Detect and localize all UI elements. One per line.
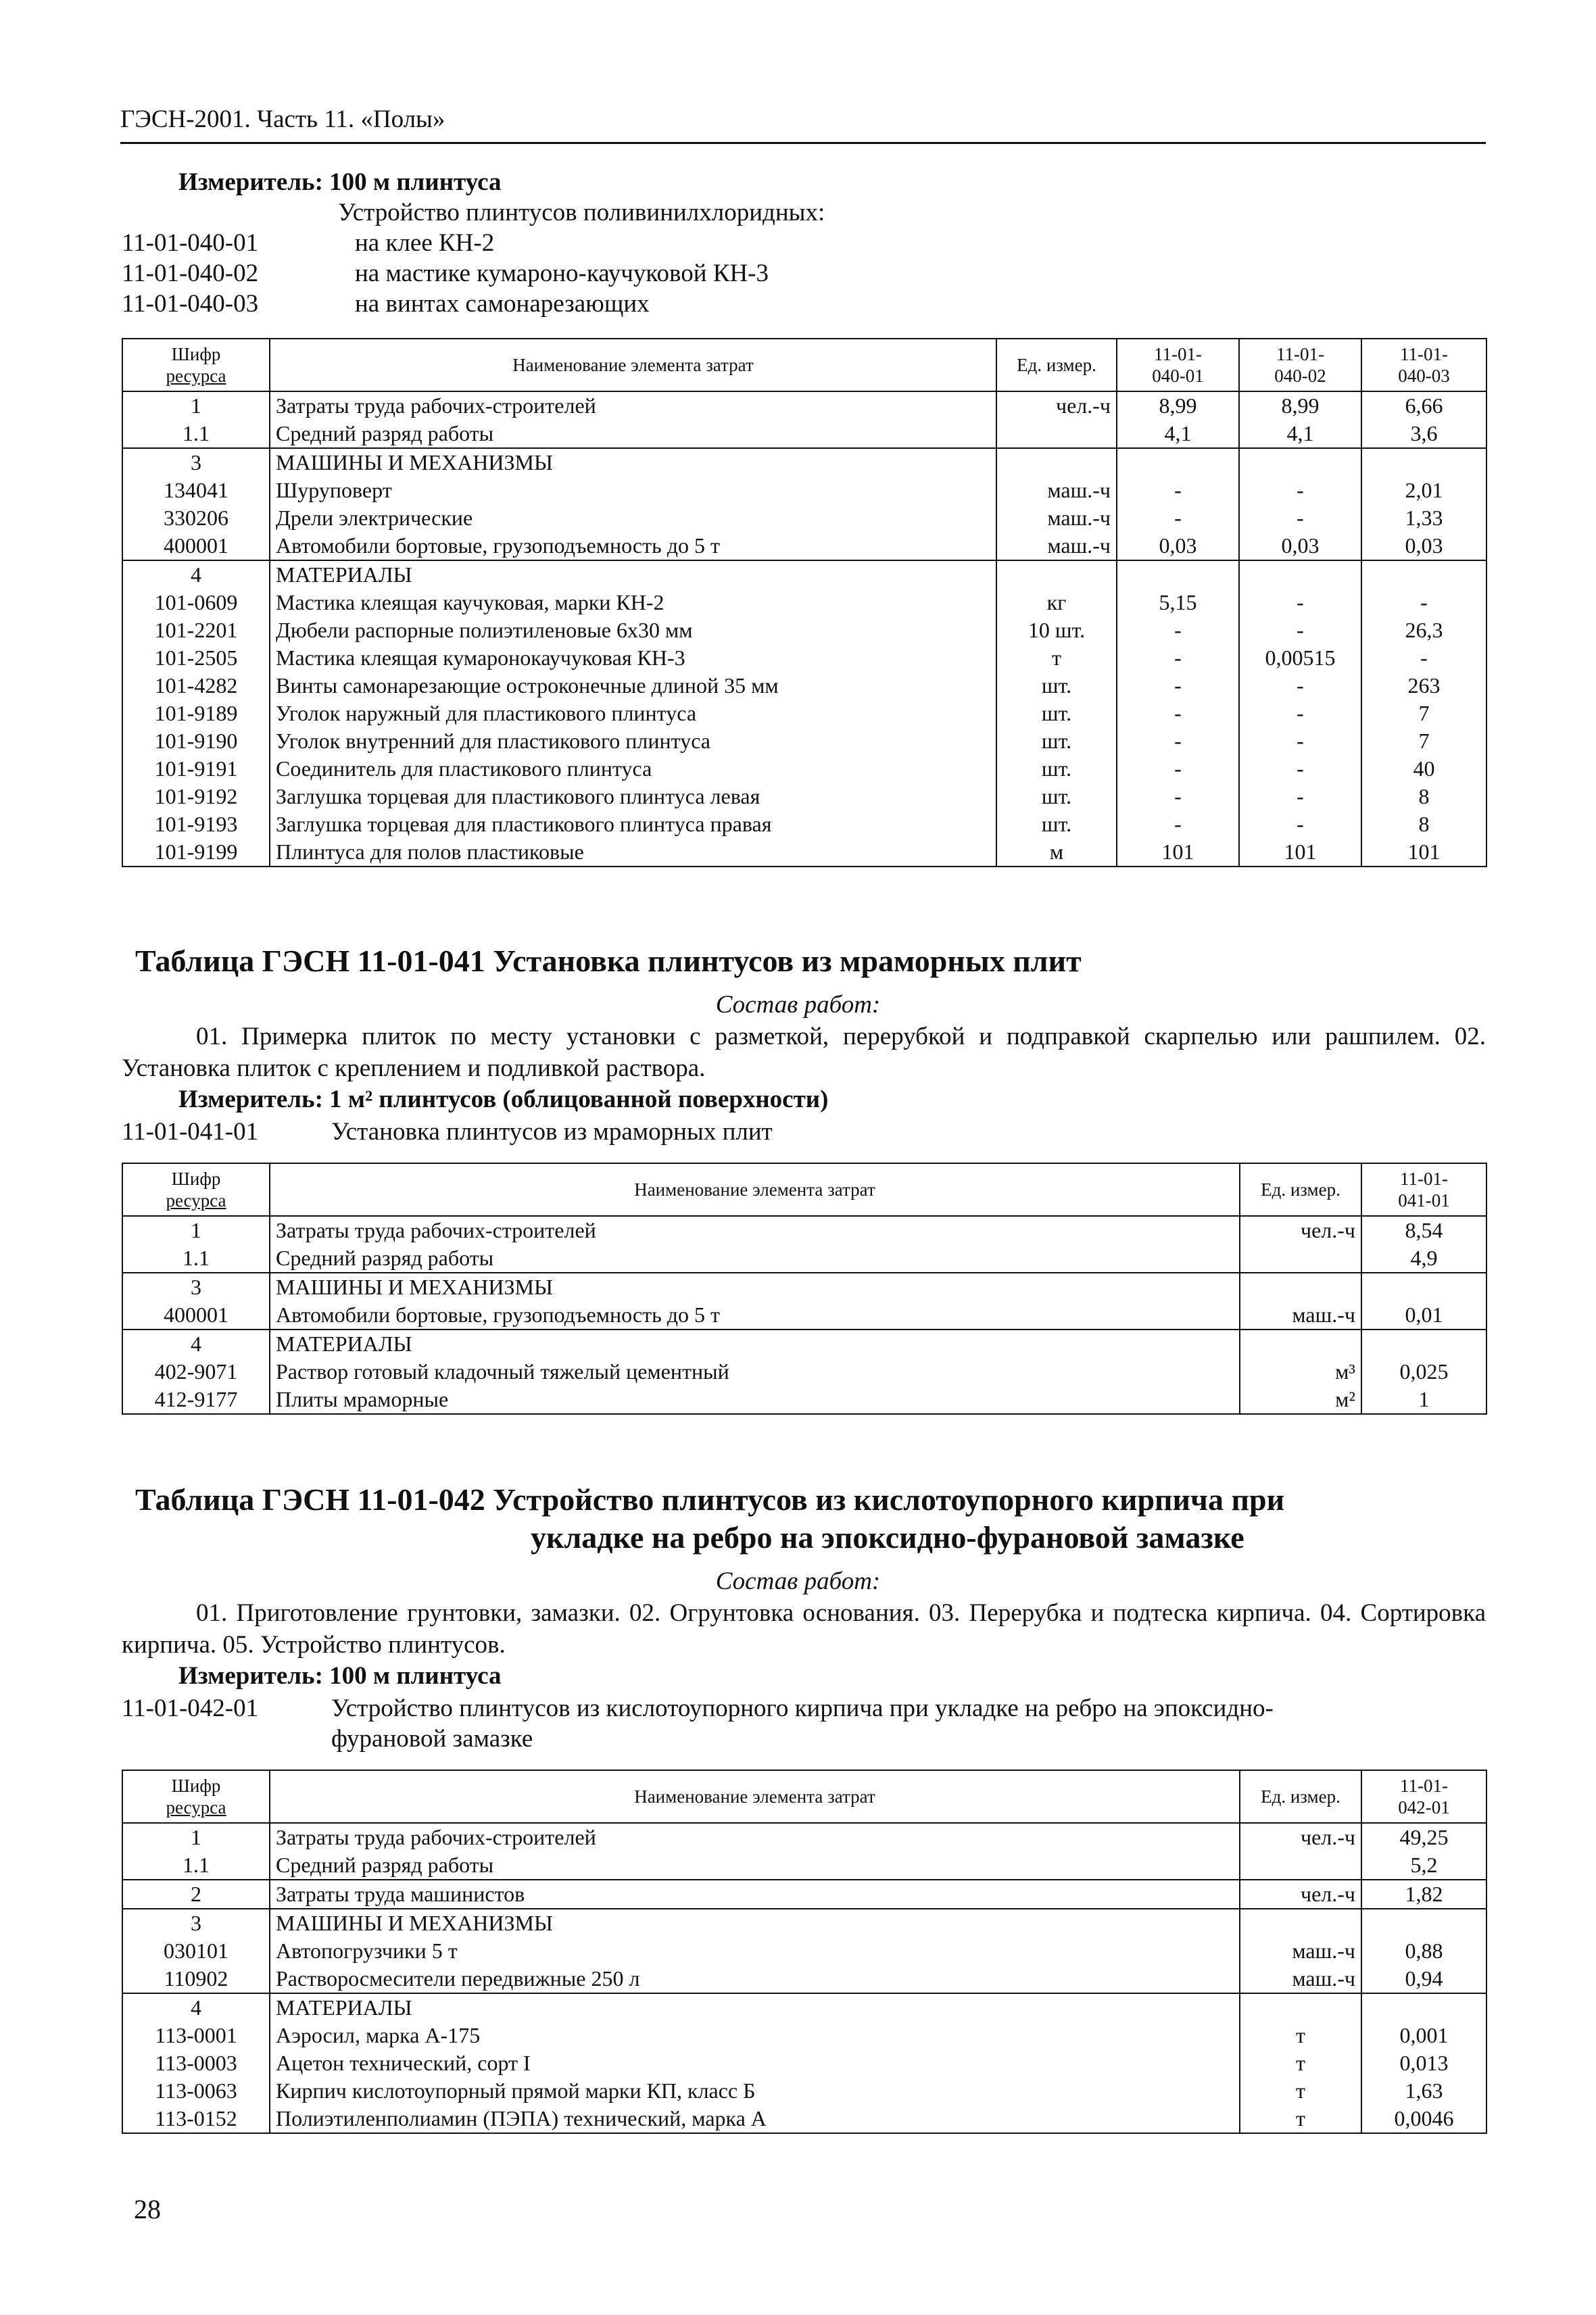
cell-value: - <box>1361 589 1486 616</box>
cell-code: 3 <box>122 448 270 477</box>
works-label: Состав работ: <box>715 991 881 1019</box>
cell-value <box>1117 448 1239 477</box>
cell-name: Затраты труда рабочих-строителей <box>270 1823 1240 1851</box>
table-row <box>122 1937 1486 1965</box>
cell-value: 0,001 <box>1361 2022 1486 2049</box>
table-row <box>122 838 1486 867</box>
section-row <box>122 1330 1486 1358</box>
cell-name: Кирпич кислотоупорный прямой марки КП, класс Б <box>270 2077 1240 2105</box>
cell-code: 101-9189 <box>122 700 270 727</box>
cell-name: Винты самонарезающие остроконечные длиной 35 мм <box>270 672 996 700</box>
cell-unit: чел.-ч <box>1240 1880 1361 1909</box>
cell-name: Средний разряд работы <box>270 1851 1240 1880</box>
cell-unit: маш.-ч <box>996 504 1117 532</box>
cell-unit: м <box>996 838 1117 867</box>
cell-value: - <box>1117 755 1239 783</box>
cell-unit: м³ <box>1240 1358 1361 1386</box>
cell-value <box>1361 1909 1486 1937</box>
cell-name: Затраты труда рабочих-строителей <box>270 1216 1240 1244</box>
cell-value: - <box>1117 644 1239 672</box>
works-label: Состав работ: <box>715 1567 881 1595</box>
cell-unit <box>996 560 1117 589</box>
cell-unit: шт. <box>996 700 1117 727</box>
cell-unit: чел.-ч <box>996 391 1117 420</box>
cell-code: 113-0003 <box>122 2049 270 2077</box>
header-col-1: 11-01- 042-01 <box>1361 1770 1486 1823</box>
table-row <box>122 2049 1486 2077</box>
cell-name: Дрели электрические <box>270 504 996 532</box>
table-row <box>122 1823 1486 1851</box>
cell-value: - <box>1117 477 1239 504</box>
cell-unit <box>1240 1330 1361 1358</box>
section-row <box>122 448 1486 477</box>
table-row <box>122 672 1486 700</box>
cell-value <box>1361 1330 1486 1358</box>
header-name: Наименование элемента затрат <box>270 339 996 391</box>
cell-unit: кг <box>996 589 1117 616</box>
cell-value: - <box>1239 727 1361 755</box>
cell-value: 0,01 <box>1361 1301 1486 1330</box>
cell-code: 3 <box>122 1273 270 1301</box>
header-unit: Ед. измер. <box>1240 1770 1361 1823</box>
section-title: МАШИНЫ И МЕХАНИЗМЫ <box>270 1273 1240 1301</box>
header-code: Шифр ресурса <box>122 1163 270 1216</box>
page-number: 28 <box>134 2194 161 2224</box>
cell-unit: т <box>1240 2077 1361 2105</box>
measure-label: Измеритель: 100 м плинтуса <box>178 1662 502 1690</box>
cell-code: 101-9193 <box>122 810 270 838</box>
cell-unit: шт. <box>996 810 1117 838</box>
cell-unit: шт. <box>996 727 1117 755</box>
cell-value: 263 <box>1361 672 1486 700</box>
resource-table-040 <box>122 338 1487 867</box>
cell-value: 101 <box>1361 838 1486 867</box>
table-row <box>122 1965 1486 1993</box>
cell-value: 5,15 <box>1117 589 1239 616</box>
table-row <box>122 1851 1486 1880</box>
cell-value: 49,25 <box>1361 1823 1486 1851</box>
section-row <box>122 1993 1486 2022</box>
cell-value: - <box>1361 644 1486 672</box>
cell-value: 2,01 <box>1361 477 1486 504</box>
cell-value: 3,6 <box>1361 420 1486 448</box>
cell-code: 1 <box>122 391 270 420</box>
running-head: ГЭСН-2001. Часть 11. «Полы» <box>120 105 445 133</box>
cell-unit: т <box>1240 2049 1361 2077</box>
header-rule <box>120 142 1486 144</box>
cell-value: 1 <box>1361 1386 1486 1414</box>
section-title: МАТЕРИАЛЫ <box>270 1993 1240 2022</box>
cell-value <box>1361 1993 1486 2022</box>
cell-name: Шуруповерт <box>270 477 996 504</box>
item-desc: Установка плинтусов из мраморных плит <box>331 1118 773 1146</box>
measure-label: Измеритель: 1 м² плинтусов (облицованной поверхности) <box>178 1086 829 1113</box>
cell-value: - <box>1239 504 1361 532</box>
cell-value: 4,9 <box>1361 1244 1486 1273</box>
cell-value: 0,03 <box>1361 532 1486 560</box>
item-code: 11-01-041-01 <box>122 1118 259 1146</box>
cell-name: Автопогрузчики 5 т <box>270 1937 1240 1965</box>
cell-code: 412-9177 <box>122 1386 270 1414</box>
cell-code: 402-9071 <box>122 1358 270 1386</box>
cell-code: 101-9190 <box>122 727 270 755</box>
cell-unit: м² <box>1240 1386 1361 1414</box>
header-code: Шифр ресурса <box>122 339 270 391</box>
header-unit: Ед. измер. <box>1240 1163 1361 1216</box>
cell-value: - <box>1117 727 1239 755</box>
section-row <box>122 560 1486 589</box>
cell-value <box>1361 1273 1486 1301</box>
cell-name: Затраты труда рабочих-строителей <box>270 391 996 420</box>
works-text: 01. Примерка плиток по месту установки с разметкой, перерубкой и подправкой скарпелью или рашпилем. 02. Установка плиток с креплением и подливкой раствора. <box>122 1023 1486 1082</box>
cell-value: 6,66 <box>1361 391 1486 420</box>
table-row <box>122 644 1486 672</box>
cell-name: Дюбели распорные полиэтиленовые 6х30 мм <box>270 616 996 644</box>
cell-code: 101-2201 <box>122 616 270 644</box>
cell-value: 1,63 <box>1361 2077 1486 2105</box>
cell-value: 0,013 <box>1361 2049 1486 2077</box>
cell-value: 0,00515 <box>1239 644 1361 672</box>
cell-code: 101-9192 <box>122 783 270 810</box>
table-title: Таблица ГЭСН 11-01-041 Установка плинтусов из мраморных плит <box>135 944 1082 978</box>
cell-unit: маш.-ч <box>1240 1965 1361 1993</box>
cell-code: 1.1 <box>122 420 270 448</box>
header-code: Шифр ресурса <box>122 1770 270 1823</box>
cell-unit: шт. <box>996 755 1117 783</box>
cell-value: - <box>1239 755 1361 783</box>
cell-code: 400001 <box>122 1301 270 1330</box>
cell-name: Уголок наружный для пластикового плинтуса <box>270 700 996 727</box>
table-row <box>122 727 1486 755</box>
section-title: МАТЕРИАЛЫ <box>270 1330 1240 1358</box>
cell-value: 40 <box>1361 755 1486 783</box>
cell-value: 1,82 <box>1361 1880 1486 1909</box>
cell-name: Заглушка торцевая для пластикового плинтуса левая <box>270 783 996 810</box>
cell-unit: т <box>996 644 1117 672</box>
cell-value <box>1361 448 1486 477</box>
cell-code: 2 <box>122 1880 270 1909</box>
cell-code: 1 <box>122 1216 270 1244</box>
cell-value: 0,88 <box>1361 1937 1486 1965</box>
table-row <box>122 783 1486 810</box>
cell-code: 1 <box>122 1823 270 1851</box>
cell-code: 1.1 <box>122 1851 270 1880</box>
cell-unit: маш.-ч <box>996 532 1117 560</box>
item-desc: на мастике кумароно-каучуковой КН-3 <box>355 260 769 287</box>
cell-unit <box>1240 1244 1361 1273</box>
table-row <box>122 700 1486 727</box>
cell-unit: шт. <box>996 672 1117 700</box>
table-title-cont: укладке на ребро на эпоксидно-фурановой замазке <box>531 1520 1244 1555</box>
cell-unit: 10 шт. <box>996 616 1117 644</box>
cell-name: Аэросил, марка А-175 <box>270 2022 1240 2049</box>
cell-name: Мастика клеящая каучуковая, марки КН-2 <box>270 589 996 616</box>
cell-code: 134041 <box>122 477 270 504</box>
cell-code: 101-9191 <box>122 755 270 783</box>
cell-value: 4,1 <box>1239 420 1361 448</box>
cell-unit: чел.-ч <box>1240 1823 1361 1851</box>
cell-code: 113-0001 <box>122 2022 270 2049</box>
item-desc-cont: фурановой замазке <box>331 1725 533 1753</box>
works-text: 01. Приготовление грунтовки, замазки. 02. Огрунтовка основания. 03. Перерубка и подтеска кирпича. 04. Сортировка кирпича. 05. Устройство плинтусов. <box>122 1599 1486 1659</box>
cell-unit <box>996 420 1117 448</box>
table-row <box>122 616 1486 644</box>
item-code: 11-01-040-03 <box>122 290 259 318</box>
cell-code: 101-2505 <box>122 644 270 672</box>
item-desc: Устройство плинтусов из кислотоупорного кирпича при укладке на ребро на эпоксидно- <box>331 1695 1274 1722</box>
cell-unit: маш.-ч <box>1240 1937 1361 1965</box>
cell-code: 101-4282 <box>122 672 270 700</box>
cell-value: 101 <box>1239 838 1361 867</box>
cell-value: - <box>1117 504 1239 532</box>
item-desc: на винтах самонарезающих <box>355 290 650 318</box>
table-row <box>122 420 1486 448</box>
table-row <box>122 532 1486 560</box>
section-title: МАШИНЫ И МЕХАНИЗМЫ <box>270 1909 1240 1937</box>
section-title: МАТЕРИАЛЫ <box>270 560 996 589</box>
cell-code: 1.1 <box>122 1244 270 1273</box>
item-desc: на клее КН-2 <box>355 229 495 257</box>
cell-value: 0,94 <box>1361 1965 1486 1993</box>
resource-table-042 <box>122 1770 1487 2134</box>
cell-code: 330206 <box>122 504 270 532</box>
cell-code: 030101 <box>122 1937 270 1965</box>
cell-code: 101-9199 <box>122 838 270 867</box>
cell-name: Автомобили бортовые, грузоподъемность до 5 т <box>270 532 996 560</box>
cell-value: 0,03 <box>1117 532 1239 560</box>
cell-code: 110902 <box>122 1965 270 1993</box>
cell-unit: т <box>1240 2022 1361 2049</box>
cell-unit: шт. <box>996 783 1117 810</box>
cell-value: 26,3 <box>1361 616 1486 644</box>
header-col-3: 11-01- 040-03 <box>1361 339 1486 391</box>
table-row <box>122 504 1486 532</box>
cell-value: 8,99 <box>1117 391 1239 420</box>
cell-value: - <box>1239 616 1361 644</box>
measure-label: Измеритель: 100 м плинтуса <box>178 168 502 196</box>
item-code: 11-01-042-01 <box>122 1695 259 1722</box>
cell-value: 0,0046 <box>1361 2105 1486 2133</box>
cell-value: 5,2 <box>1361 1851 1486 1880</box>
table-row <box>122 2022 1486 2049</box>
table-header-row <box>122 339 1486 391</box>
cell-value <box>1239 560 1361 589</box>
cell-code: 4 <box>122 560 270 589</box>
cell-unit: т <box>1240 2105 1361 2133</box>
cell-value: 0,03 <box>1239 532 1361 560</box>
cell-code: 4 <box>122 1330 270 1358</box>
cell-code: 3 <box>122 1909 270 1937</box>
table-row <box>122 755 1486 783</box>
cell-name: Соединитель для пластикового плинтуса <box>270 755 996 783</box>
item-code: 11-01-040-02 <box>122 260 259 287</box>
cell-name: Плинтуса для полов пластиковые <box>270 838 996 867</box>
table-row <box>122 2077 1486 2105</box>
cell-value: - <box>1239 589 1361 616</box>
cell-value: - <box>1117 810 1239 838</box>
header-col-1: 11-01- 041-01 <box>1361 1163 1486 1216</box>
cell-value <box>1239 448 1361 477</box>
cell-value: 7 <box>1361 727 1486 755</box>
cell-value <box>1361 560 1486 589</box>
table-row <box>122 589 1486 616</box>
cell-value: 8 <box>1361 783 1486 810</box>
table-title: Таблица ГЭСН 11-01-042 Устройство плинтусов из кислотоупорного кирпича при <box>135 1482 1285 1517</box>
cell-unit <box>1240 1909 1361 1937</box>
header-name: Наименование элемента затрат <box>270 1770 1240 1823</box>
table-row <box>122 1386 1486 1414</box>
cell-value: 0,025 <box>1361 1358 1486 1386</box>
header-col-2: 11-01- 040-02 <box>1239 339 1361 391</box>
cell-value: - <box>1117 616 1239 644</box>
section-row <box>122 1273 1486 1301</box>
resource-table-041 <box>122 1163 1487 1415</box>
table-row <box>122 1880 1486 1909</box>
table-row <box>122 1244 1486 1273</box>
cell-value: - <box>1117 783 1239 810</box>
cell-name: Ацетон технический, сорт I <box>270 2049 1240 2077</box>
cell-unit <box>1240 1273 1361 1301</box>
table-row <box>122 477 1486 504</box>
cell-value: - <box>1239 477 1361 504</box>
cell-unit: маш.-ч <box>996 477 1117 504</box>
cell-value: - <box>1239 700 1361 727</box>
cell-value: 1,33 <box>1361 504 1486 532</box>
section-row <box>122 1909 1486 1937</box>
cell-code: 4 <box>122 1993 270 2022</box>
cell-unit: маш.-ч <box>1240 1301 1361 1330</box>
cell-name: Растворосмесители передвижные 250 л <box>270 1965 1240 1993</box>
table-header-row <box>122 1770 1486 1823</box>
header-col-1: 11-01- 040-01 <box>1117 339 1239 391</box>
cell-code: 113-0063 <box>122 2077 270 2105</box>
cell-value: - <box>1239 783 1361 810</box>
cell-name: Уголок внутренний для пластикового плинтуса <box>270 727 996 755</box>
cell-name: Средний разряд работы <box>270 420 996 448</box>
cell-unit: чел.-ч <box>1240 1216 1361 1244</box>
cell-value: 4,1 <box>1117 420 1239 448</box>
item-code: 11-01-040-01 <box>122 229 259 257</box>
section-title: МАШИНЫ И МЕХАНИЗМЫ <box>270 448 996 477</box>
cell-name: Мастика клеящая кумаронокаучуковая КН-3 <box>270 644 996 672</box>
cell-value: - <box>1239 810 1361 838</box>
cell-value: - <box>1117 700 1239 727</box>
header-name: Наименование элемента затрат <box>270 1163 1240 1216</box>
cell-value <box>1117 560 1239 589</box>
header-unit: Ед. измер. <box>996 339 1117 391</box>
cell-unit <box>1240 1851 1361 1880</box>
cell-name: Средний разряд работы <box>270 1244 1240 1273</box>
cell-name: Раствор готовый кладочный тяжелый цементный <box>270 1358 1240 1386</box>
cell-name: Автомобили бортовые, грузоподъемность до 5 т <box>270 1301 1240 1330</box>
cell-code: 101-0609 <box>122 589 270 616</box>
cell-name: Затраты труда машинистов <box>270 1880 1240 1909</box>
cell-value: 8,99 <box>1239 391 1361 420</box>
cell-value: - <box>1117 672 1239 700</box>
cell-value: 7 <box>1361 700 1486 727</box>
cell-name: Плиты мраморные <box>270 1386 1240 1414</box>
table-row <box>122 391 1486 420</box>
cell-unit <box>996 448 1117 477</box>
table-header-row <box>122 1163 1486 1216</box>
cell-value: 8 <box>1361 810 1486 838</box>
cell-name: Полиэтиленполиамин (ПЭПА) технический, марка А <box>270 2105 1240 2133</box>
cell-name: Заглушка торцевая для пластикового плинтуса правая <box>270 810 996 838</box>
table-row <box>122 1301 1486 1330</box>
table-row <box>122 810 1486 838</box>
cell-value: - <box>1239 672 1361 700</box>
cell-value: 8,54 <box>1361 1216 1486 1244</box>
cell-unit <box>1240 1993 1361 2022</box>
cell-code: 400001 <box>122 532 270 560</box>
table-row <box>122 1358 1486 1386</box>
table-row <box>122 1216 1486 1244</box>
group-title: Устройство плинтусов поливинилхлоридных: <box>338 199 825 226</box>
table-row <box>122 2105 1486 2133</box>
cell-code: 113-0152 <box>122 2105 270 2133</box>
cell-value: 101 <box>1117 838 1239 867</box>
